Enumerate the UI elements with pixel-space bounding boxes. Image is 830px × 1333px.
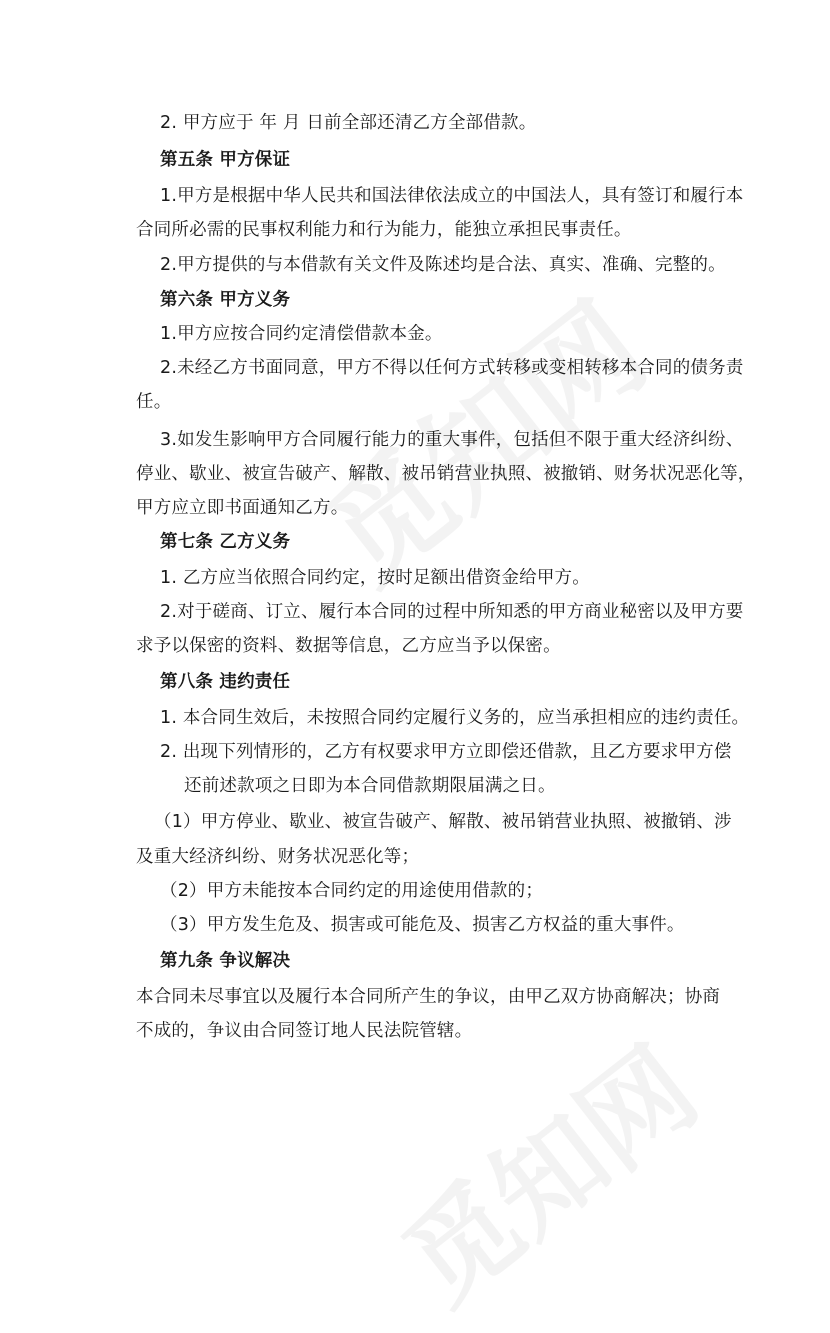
clause7-item2-line2: 求予以保密的资料、数据等信息，乙方应当予以保密。 bbox=[136, 636, 561, 656]
clause9-body-line2: 不成的，争议由合同签订地人民法院管辖。 bbox=[136, 1021, 473, 1041]
clause6-item3-line2: 停业、歇业、被宣告破产、解散、被吊销营业执照、被撤销、财务状况恶化等， bbox=[136, 464, 756, 484]
clause7-heading: 第七条 乙方义务 bbox=[160, 532, 291, 552]
clause8-item2-line2: 还前述款项之日即为本合同借款期限届满之日。 bbox=[184, 776, 556, 796]
clause6-item2-line1: 2.未经乙方书面同意，甲方不得以任何方式转移或变相转移本合同的债务责 bbox=[160, 358, 744, 378]
clause9-body-line1: 本合同未尽事宜以及履行本合同所产生的争议，由甲乙双方协商解决；协商 bbox=[136, 987, 721, 1007]
clause8-sub1-line2: 及重大经济纠纷、财务状况恶化等； bbox=[136, 847, 420, 867]
clause8-sub2: （2）甲方未能按本合同约定的用途使用借款的； bbox=[160, 881, 544, 901]
clause9-heading: 第九条 争议解决 bbox=[160, 951, 291, 971]
clause4-item2: 2. 甲方应于 年 月 日前全部还清乙方全部借款。 bbox=[160, 113, 537, 133]
watermark bbox=[366, 1005, 723, 1333]
clause6-heading: 第六条 甲方义务 bbox=[160, 290, 291, 310]
clause8-item2-line1: 2. 出现下列情形的，乙方有权要求甲方立即偿还借款，且乙方要求甲方偿 bbox=[160, 742, 732, 762]
clause5-item1-line2: 合同所必需的民事权利能力和行为能力，能独立承担民事责任。 bbox=[136, 220, 632, 240]
clause5-item1-line1: 1.甲方是根据中华人民共和国法律依法成立的中国法人，具有签订和履行本 bbox=[160, 186, 744, 206]
clause8-sub1-line1: （1）甲方停业、歇业、被宣告破产、解散、被吊销营业执照、被撤销、涉 bbox=[154, 812, 732, 832]
clause6-item2-line2: 任。 bbox=[136, 392, 172, 412]
clause8-sub3: （3）甲方发生危及、损害或可能危及、损害乙方权益的重大事件。 bbox=[160, 915, 685, 935]
clause7-item2-line1: 2.对于磋商、订立、履行本合同的过程中所知悉的甲方商业秘密以及甲方要 bbox=[160, 602, 744, 622]
clause8-item1: 1. 本合同生效后，未按照合同约定履行义务的，应当承担相应的违约责任。 bbox=[160, 708, 750, 728]
clause6-item1: 1.甲方应按合同约定清偿借款本金。 bbox=[160, 324, 443, 344]
clause5-item2: 2.甲方提供的与本借款有关文件及陈述均是合法、真实、准确、完整的。 bbox=[160, 255, 726, 275]
clause6-item3-line1: 3.如发生影响甲方合同履行能力的重大事件，包括但不限于重大经济纠纷、 bbox=[160, 430, 744, 450]
clause7-item1: 1. 乙方应当依照合同约定，按时足额出借资金给甲方。 bbox=[160, 568, 590, 588]
clause8-heading: 第八条 违约责任 bbox=[160, 672, 291, 692]
clause5-heading: 第五条 甲方保证 bbox=[160, 150, 291, 170]
clause6-item3-line3: 甲方应立即书面通知乙方。 bbox=[136, 498, 349, 518]
